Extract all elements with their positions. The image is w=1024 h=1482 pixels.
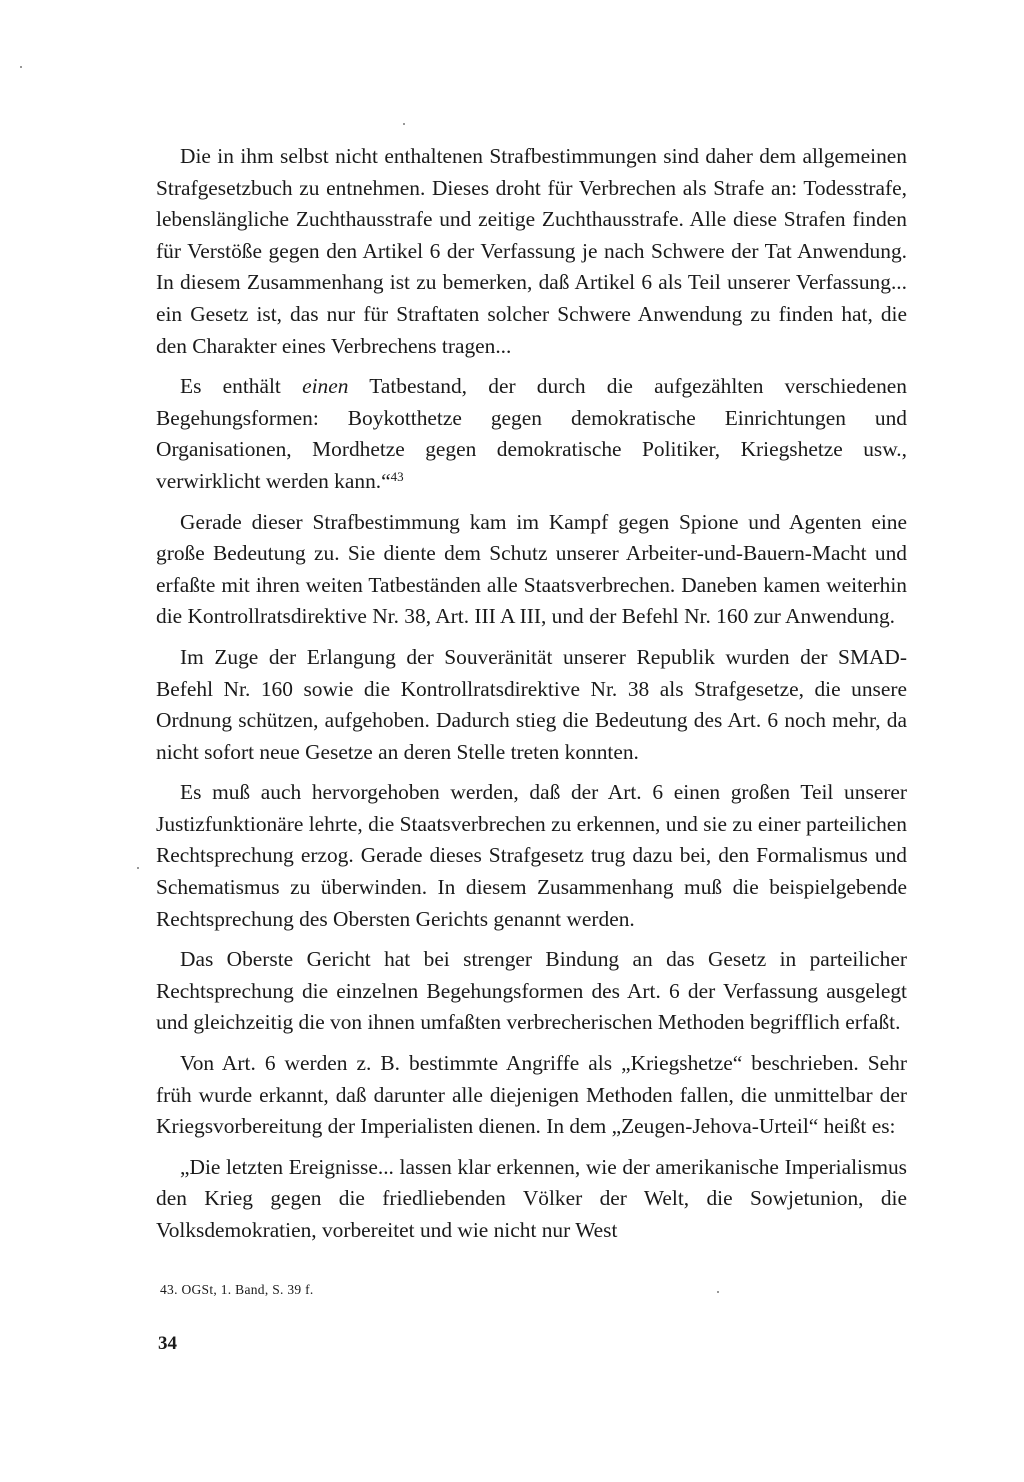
page-number: 34 [158, 1333, 177, 1354]
paragraph-1: Die in ihm selbst nicht enthaltenen Strafbestimmungen sind daher dem allgemeinen Strafgesetzbuch zu entnehmen. Dieses droht für Verbrechen als Strafe an: Todesstrafe, lebenslängliche Zuchthausstrafe und zeitige Zuchthausstrafe. Alle diese Strafen finden für Verstöße gegen den Artikel 6 der Verfassung je nach Schwere der Tat Anwendung. In diesem Zusammenhang ist zu bemerken, daß Artikel 6 als Teil unserer Verfassung... ein Gesetz ist, das nur für Straftaten solcher Schwere Anwendung zu finden hat, die den Charakter eines Verbrechens tragen... [156, 144, 907, 358]
paragraph-2-text-after: Tatbestand, der durch die aufgezählten verschiedenen Begehungsformen: Boykotthetze gegen demokratische Einrichtungen und Organisationen, Mordhetze gegen demokratische Politiker, Kriegshetze usw., verwirklicht werden kann.“ [156, 374, 907, 493]
paragraph-2 [156, 371, 907, 497]
page-body [156, 141, 907, 1247]
paragraph-4: Im Zuge der Erlangung der Souveränität unserer Republik wurden der SMAD-Befehl Nr. 160 sowie die Kontrollratsdirektive Nr. 38 als Strafgesetze, die unsere Ordnung schützen, aufgehoben. Dadurch stieg die Bedeutung des Art. 6 noch mehr, da nicht sofort neue Gesetze an deren Stelle treten konnten. [156, 644, 907, 764]
paragraph-7: Von Art. 6 werden z. B. bestimmte Angriffe als „Kriegshetze“ beschrieben. Sehr früh wurde erkannt, daß darunter alle diejenigen Methoden fallen, die unmittelbar der Kriegsvorbereitung der Imperialisten dienen. In dem „Zeugen-Jehova-Urteil“ heißt es: [156, 1051, 907, 1139]
paragraph-3: Gerade dieser Strafbestimmung kam im Kampf gegen Spione und Agenten eine große Bedeutung zu. Sie diente dem Schutz unserer Arbeiter-und-Bauern-Macht und erfaßte mit ihren weiten Tatbeständen alle Staatsverbrechen. Daneben kamen weiterhin die Kontrollratsdirektive Nr. 38, Art. III A III, und der Befehl Nr. 160 zur Anwendung. [156, 509, 907, 629]
emphasis-einen: einen [302, 374, 349, 399]
scan-speck [403, 123, 405, 125]
footnote-reference: 43 [390, 468, 404, 484]
paragraph-6: Das Oberste Gericht hat bei strenger Bindung an das Gesetz in parteilicher Rechtsprechung die einzelnen Begehungsformen des Art. 6 der Verfassung ausgelegt und gleichzeitig die von ihnen umfaßten verbrecherischen Methoden begrifflich erfaßt. [156, 947, 907, 1035]
scan-speck [20, 66, 22, 68]
scan-speck [137, 867, 139, 869]
paragraph-2-text-before: Es enthält [180, 374, 303, 399]
paragraph-5: Es muß auch hervorgehoben werden, daß der Art. 6 einen großen Teil unserer Justizfunktionäre lehrte, die Staatsverbrechen zu erkennen, und sie zu einer parteilichen Rechtsprechung erzog. Gerade dieses Strafgesetz trug dazu bei, den Formalismus und Schematismus zu überwinden. In diesem Zusammenhang muß die beispielgebende Rechtsprechung des Obersten Gerichts genannt werden. [156, 780, 907, 931]
scan-speck [717, 1291, 719, 1293]
quotation: „Die letzten Ereignisse... lassen klar erkennen, wie der amerikanische Imperialismus den Krieg gegen die friedliebenden Völker der Welt, die Sowjetunion, die Volksdemokratien, vorbereitet und wie nicht nur West [156, 1154, 907, 1242]
footnote: 43. OGSt, 1. Band, S. 39 f. [160, 1282, 314, 1297]
